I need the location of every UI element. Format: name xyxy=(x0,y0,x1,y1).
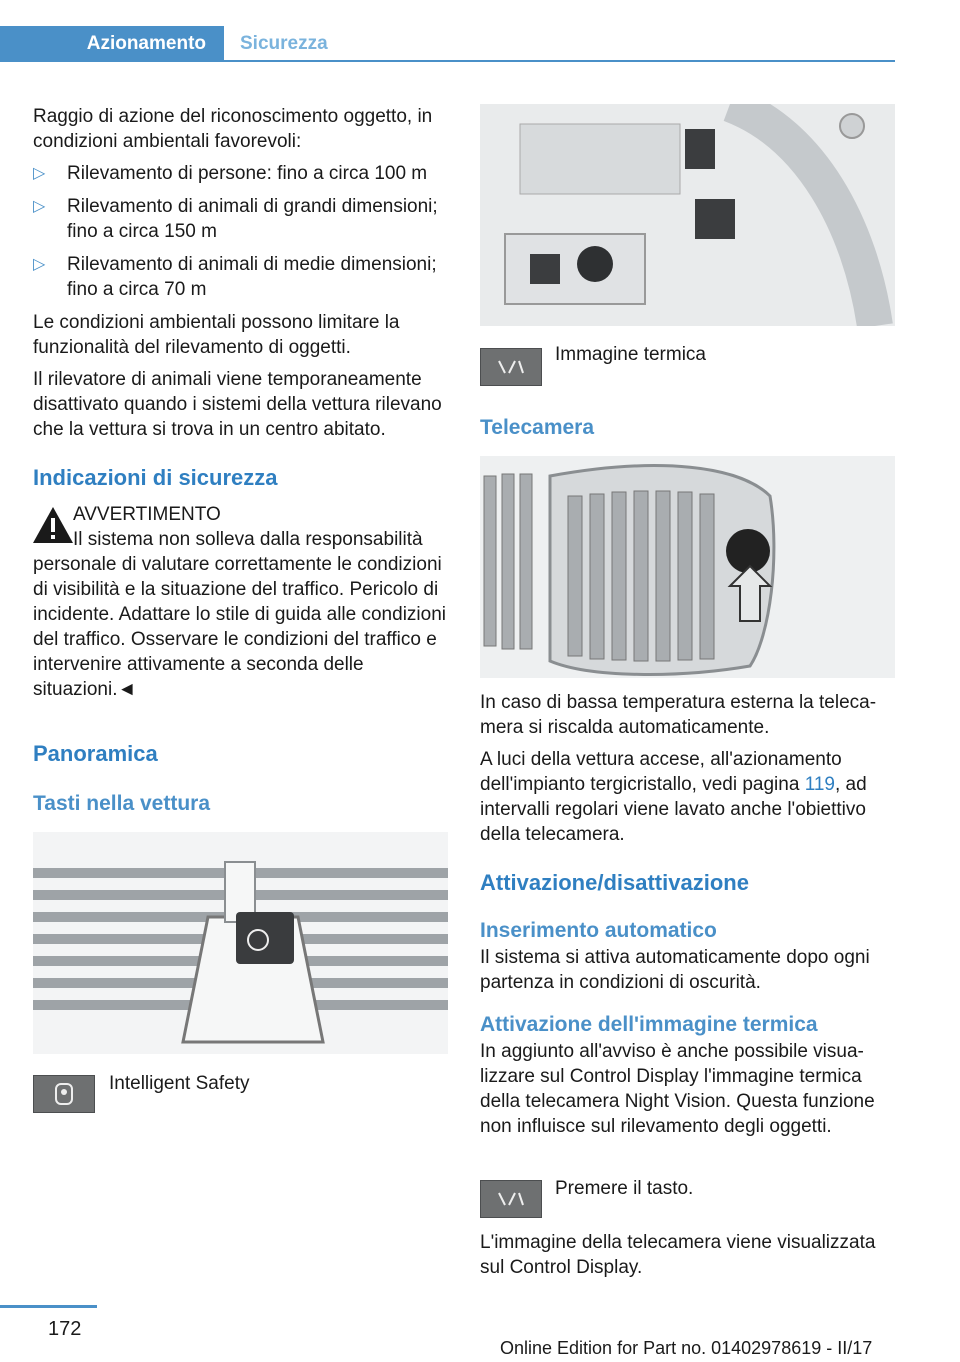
left-column-overview xyxy=(33,740,448,818)
warning-text-first: Il sistema non solleva dalla responsabilità xyxy=(73,529,423,550)
key-label: Intelligent Safety xyxy=(109,1073,250,1094)
heading-safety: Indicazioni di sicurezza xyxy=(33,465,278,490)
vehicle-button-image xyxy=(33,832,448,1054)
warning-title: AVVERTIMENTO xyxy=(73,504,221,525)
left-column-safety xyxy=(33,464,448,492)
footer-divider xyxy=(0,1305,97,1308)
heading-camera: Telecamera xyxy=(480,416,595,439)
conditions-text: Le condizioni ambientali possono limitare la funzionalità del rilevamento di oggetti. xyxy=(33,312,400,358)
camera-heading-block xyxy=(480,414,895,442)
left-column-top xyxy=(33,104,448,449)
edition-note: Online Edition for Part no. 01402978619 - II/17 xyxy=(500,1338,873,1358)
press-key-label: Premere il tasto. xyxy=(555,1178,694,1199)
triangle-bullet-icon: ▷ xyxy=(33,165,46,182)
thermal-image-key-icon xyxy=(480,348,542,386)
heading-activation: Attivazione/disattivazione xyxy=(480,870,749,895)
page-number: 172 xyxy=(48,1318,82,1340)
auto-activation-text: Il sistema si attiva automaticamente dopo ogni partenza in condizioni di oscurità. xyxy=(480,947,870,993)
tab-azionamento[interactable]: Azionamento xyxy=(0,26,224,62)
camera-heating-text: In caso di bassa temperatura esterna la telecamera si riscalda automaticamente. xyxy=(480,692,877,738)
thermal-label: Immagine termica xyxy=(555,344,706,365)
camera-cleaning-text: A luci della vettura accese, all'azionamento dell'impianto tergicristallo, vedi pagina 119, ad intervalli regolari viene lavato anche l'obiettivo della telecamera. xyxy=(480,749,867,845)
triangle-bullet-icon: ▷ xyxy=(33,256,46,273)
camera-illustration xyxy=(480,456,895,678)
heading-buttons: Tasti nella vettura xyxy=(33,792,211,815)
warning-text-rest: personale di valutare correttamente le condizioni di visibilità e la situazione del traffico. Pericolo di incidente. Adattare lo stile di guida alle condizioni del traffico. Osservare le condizioni del traffico e intervenire attivamente a seconda delle situazioni.◄ xyxy=(33,554,446,700)
intro-text: Raggio di azione del riconoscimento oggetto, in condizioni ambientali favorevoli: xyxy=(33,106,433,152)
thermal-activation-text: In aggiunto all'avviso è anche possibile visualizzare sul Control Display l'immagine termica della telecamera Night Vision. Questa funzione non influisce sul rilevamento degli oggetti. xyxy=(480,1041,875,1137)
right-column-text xyxy=(480,690,895,1146)
interior-illustration xyxy=(480,104,895,326)
list-item: ▷ Rilevamento di animali di medie dimensioni; fino a circa 70 m xyxy=(33,254,437,300)
thermal-key-icon xyxy=(480,1180,542,1218)
page-reference-link[interactable]: 119 xyxy=(804,774,835,795)
heading-overview: Panoramica xyxy=(33,741,158,766)
range-list xyxy=(33,161,448,302)
list-item: ▷ Rilevamento di persone: fino a circa 100 m xyxy=(33,163,428,184)
interior-image xyxy=(480,104,895,326)
heading-thermal-activation: Attivazione dell'immagine termica xyxy=(480,1013,818,1036)
heading-auto: Inserimento automatico xyxy=(480,919,717,942)
tab-sicurezza[interactable]: Sicurezza xyxy=(240,33,328,54)
intelligent-safety-key-icon xyxy=(33,1075,95,1113)
camera-image xyxy=(480,456,895,678)
final-text: L'immagine della telecamera viene visualizzata sul Control Display. xyxy=(480,1232,876,1278)
animal-detector-text: Il rilevatore di animali viene temporaneamente disattivato quando i sistemi della vettura rilevano che la vettura si trova in un centro abitato. xyxy=(33,369,442,440)
triangle-bullet-icon: ▷ xyxy=(33,198,46,215)
warning-block xyxy=(33,502,448,702)
list-item: ▷ Rilevamento di animali di grandi dimensioni; fino a circa 150 m xyxy=(33,196,438,242)
grille-illustration xyxy=(33,832,448,1054)
